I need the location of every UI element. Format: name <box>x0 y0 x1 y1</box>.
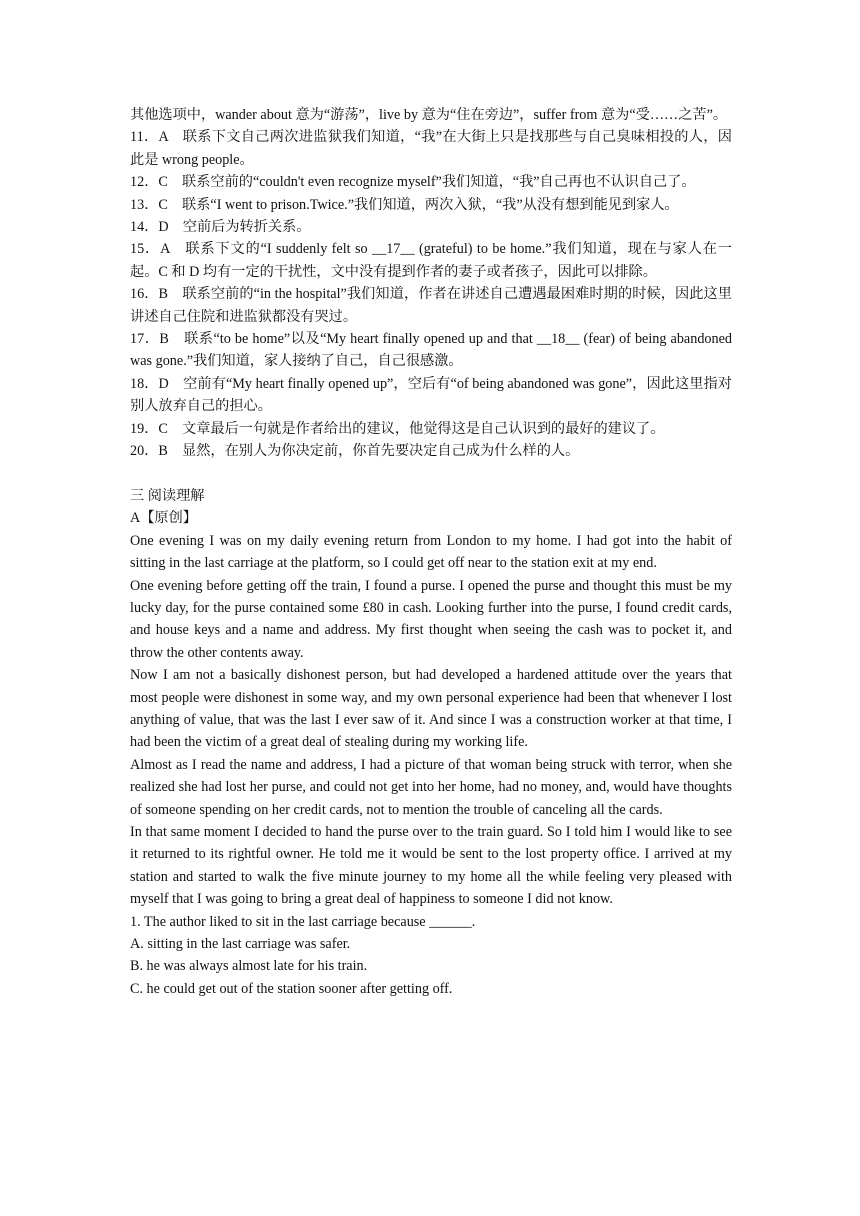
answer-list <box>130 126 732 462</box>
answer-item: 15．A 联系下文的“I suddenly felt so __17__ (grateful) to be home.”我们知道，现在与家人在一起。C 和 D 均有一定的干扰性，文中没有提到作者的妻子或者孩子，因此可以排除。 <box>130 241 732 280</box>
reading-passage <box>130 530 732 911</box>
answer-item: 18．D 空前有“My heart finally opened up”，空后有“of being abandoned was gone”，因此这里指对别人放弃自己的担心。 <box>130 375 732 415</box>
section-heading: 三 阅读理解 <box>130 487 205 504</box>
answer-item: 11．A 联系下文自己两次进监狱我们知道，“我”在大街上只是找那些与自己臭味相投的人，因此是 wrong people。 <box>130 129 732 168</box>
question-option: B. he was always almost late for his train. <box>130 958 368 975</box>
answer-item: 13．C 联系“I went to prison.Twice.”我们知道，两次入狱，“我”从没有想到能见到家人。 <box>130 196 679 213</box>
question-block <box>130 911 732 1001</box>
answer-item: 19．C 文章最后一句就是作者给出的建议，他觉得这是自己认识到的最好的建议了。 <box>130 420 665 437</box>
answer-item: 17．B 联系“to be home”以及“My heart finally opened up and that __18__ (fear) of being abandoned was gone.”我们知道，家人接纳了自己，自己很感激。 <box>130 331 732 370</box>
answer-item: 12．C 联系空前的“couldn't even recognize myself”我们知道，“我”自己再也不认识自己了。 <box>130 174 696 191</box>
passage-paragraph: One evening I was on my daily evening return from London to my home. I had got into the habit of sitting in the last carriage at the platform, so I could get off near to the station exit at my end. <box>130 532 732 572</box>
section-subheading: A【原创】 <box>130 510 197 527</box>
answer-item: 20．B 显然，在别人为你决定前，你首先要决定自己成为什么样的人。 <box>130 443 580 460</box>
answer-item: 16．B 联系空前的“in the hospital”我们知道，作者在讲述自己遭遇最困难时期的时候，因此这里讲述自己住院和进监狱都没有哭过。 <box>130 286 732 325</box>
passage-paragraph: Now I am not a basically dishonest person, but had developed a hardened attitude over the years that most people were dishonest in some way, and my own personal experience had been that whenever I lost anything of value, that was the last I ever saw of it. And since I was a construction worker at that time, I had been the victim of a great deal of stealing during my working life. <box>130 667 732 751</box>
question-stem: 1. The author liked to sit in the last carriage because ______. <box>130 913 476 930</box>
passage-paragraph: In that same moment I decided to hand the purse over to the train guard. So I told him I would like to see it returned to its rightful owner. He told me it would be sent to the lost property office. I arrived at my station and started to walk the five minute journey to my home all the while feeling very pleased with myself that I was going to bring a great deal of happiness to someone I did not know. <box>130 823 732 908</box>
intro-paragraph: 其他选项中，wander about 意为“游荡”，live by 意为“住在旁边”，suffer from 意为“受……之苦”。 <box>130 107 728 123</box>
passage-paragraph: One evening before getting off the train, I found a purse. I opened the purse and thought this must be my lucky day, for the purse contained some £80 in cash. Looking further into the purse, I found credit cards, and house keys and a name and address. My first thought when seeing the cash was to pocket it, and throw the other contents away. <box>130 577 732 661</box>
passage-paragraph: Almost as I read the name and address, I had a picture of that woman being struck with terror, when she realized she had lost her purse, and could not get into her home, had no money, and, would have thoughts of someone spending on her credit cards, not to mention the trouble of canceling all the cards. <box>130 756 732 818</box>
spacer <box>130 463 732 485</box>
question-option: A. sitting in the last carriage was safer. <box>130 936 351 953</box>
question-option: C. he could get out of the station sooner after getting off. <box>130 980 453 997</box>
answer-item: 14．D 空前后为转折关系。 <box>130 219 311 236</box>
